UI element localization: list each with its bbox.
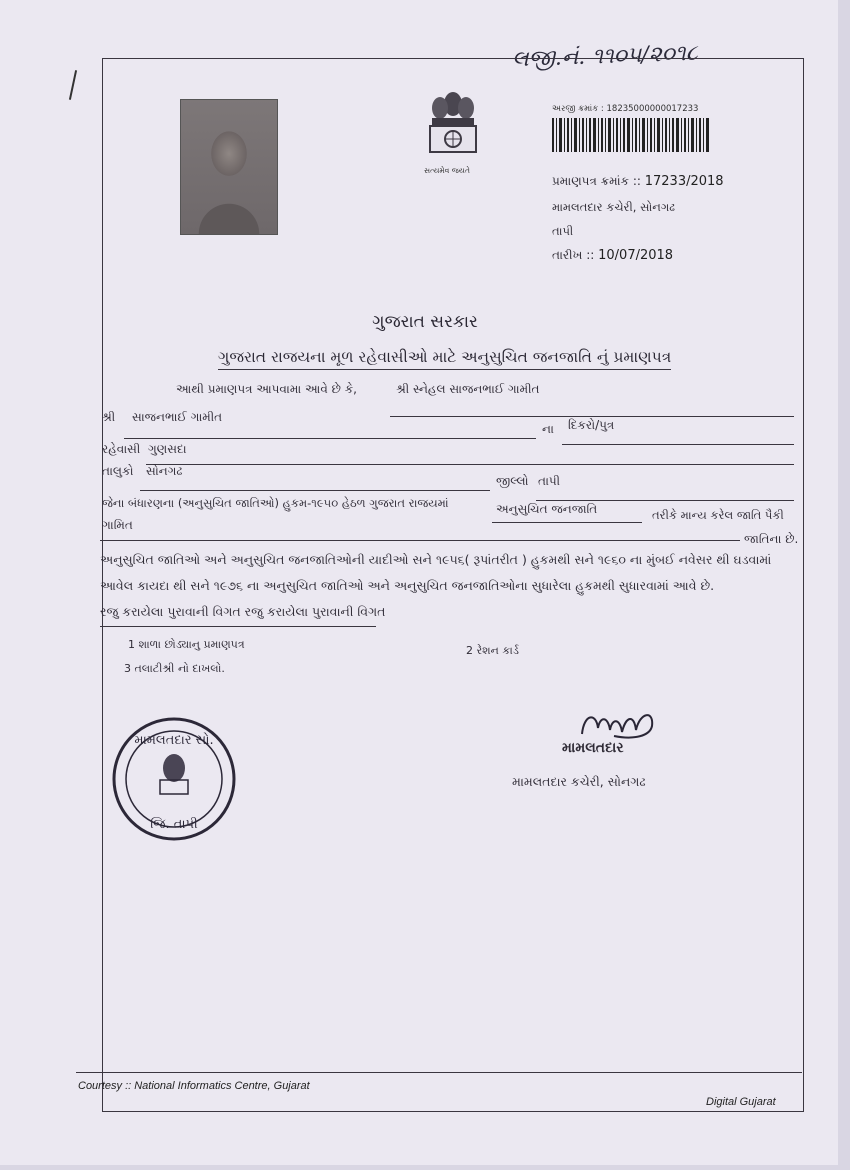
office-seal-stamp (108, 716, 240, 842)
emblem-motto: સત્યમેવ જયતે (424, 166, 470, 175)
legal-paragraph-line-2: આવેલ કાયદા થી સને ૧૯૭૬ ના અનુસુચિત જાતિઓ અને અનુસુચિત જનજાતિઓના સુધારેલા હુકમથી સુધારવામાં આવે છે. (100, 578, 715, 593)
underline (536, 500, 794, 501)
evidence-item-2: 2 રેશન કાર્ડ (466, 644, 519, 657)
issue-date: તારીખ :: 10/07/2018 (552, 248, 674, 263)
government-title: ગુજરાત સરકાર (372, 312, 478, 332)
relation-value: દિકરો/પુત્ર (568, 418, 615, 432)
underline (492, 522, 642, 523)
father-name: સાજનભાઈ ગામીત (132, 410, 223, 424)
handwritten-reference: લજી.નં. ૧૧૦૫/૨૦૧૮ (511, 40, 699, 73)
tribe-value: ગામિત (102, 518, 133, 532)
underline (140, 490, 490, 491)
taluka-value: સોનગઢ (146, 464, 183, 478)
footer-divider (76, 1072, 802, 1073)
digital-gujarat-text: Digital Gujarat (706, 1096, 776, 1108)
relation-label: ના (542, 422, 554, 436)
svg-text:જિ. તાપી: જિ. તાપી (150, 817, 198, 832)
recognized-text: તરીકે માન્ય કરેલ જાતિ પૈકી (652, 508, 784, 522)
resident-label: રહેવાસી (102, 442, 141, 456)
person-name: શ્રી સ્નેહલ સાજનભાઈ ગામીત (396, 382, 540, 396)
father-label: શ્રી (102, 410, 116, 424)
issue-statement: આથી પ્રમાણપત્ર આપવામા આવે છે કે, (176, 382, 357, 396)
issuing-office: મામલતદાર કચેરી, સોનગઢ (552, 200, 675, 214)
applicant-photo (180, 99, 278, 235)
underline (100, 626, 376, 627)
constitution-order-text: જેના બંધારણના (અનુસુચિત જાતિઓ) હુકમ-૧૯૫૦ હેઠળ ગુજરાત રાજયમાં (102, 496, 449, 510)
svg-text:મામલતદાર સો.: મામલતદાર સો. (134, 733, 214, 748)
evidence-item-3: 3 તલાટીશ્રી નો દાખલો. (124, 662, 225, 675)
national-emblem-icon (420, 86, 486, 164)
evidence-item-1: 1 શાળા છોડ્યાનુ પ્રમાણપત્ર (128, 638, 245, 651)
underline (390, 416, 794, 417)
underline (124, 438, 536, 439)
resident-village: ગુણસદા (148, 442, 187, 456)
district-value: તાપી (538, 474, 561, 488)
caste-suffix: જાતિના છે. (744, 532, 799, 546)
signatory-office: મામલતદાર કચેરી, સોનગઢ (512, 774, 646, 789)
legal-paragraph-line-1: અનુસુચિત જાતિઓ અને અનુસુચિત જનજાતિઓની યાદીઓ સને ૧૯૫૬( રૂપાંતરીત ) હુકમથી સને ૧૯૬૦ ના મુંબઈ નવેસર થી ઘડવામાં (100, 552, 772, 567)
barcode (552, 118, 710, 152)
certificate-number: પ્રમાણપત્ર ક્રમાંક :: 17233/2018 (552, 174, 724, 189)
category-value: અનુસુચિત જનજાતિ (496, 502, 598, 516)
signatory-title: મામલતદાર (562, 740, 624, 756)
courtesy-text: Courtesy :: National Informatics Centre, Gujarat (78, 1080, 310, 1092)
pen-mark (69, 70, 77, 100)
evidence-heading: રજુ કરાયેલા પુરાવાની વિગત રજુ કરાયેલા પુરાવાની વિગત (100, 604, 386, 619)
issuing-district: તાપી (552, 224, 574, 238)
underline (146, 464, 794, 465)
underline (100, 540, 740, 541)
atr-number: અરજી ક્રમાંક : 18235000000017233 (552, 104, 699, 114)
underline (562, 444, 794, 445)
certificate-title: ગુજરાત રાજયના મૂળ રહેવાસીઓ માટે અનુસુચિત જનજાતિ નું પ્રમાણપત્ર (218, 348, 671, 370)
taluka-label: તાલુકો (102, 464, 134, 478)
district-label: જીલ્લો (496, 474, 529, 488)
